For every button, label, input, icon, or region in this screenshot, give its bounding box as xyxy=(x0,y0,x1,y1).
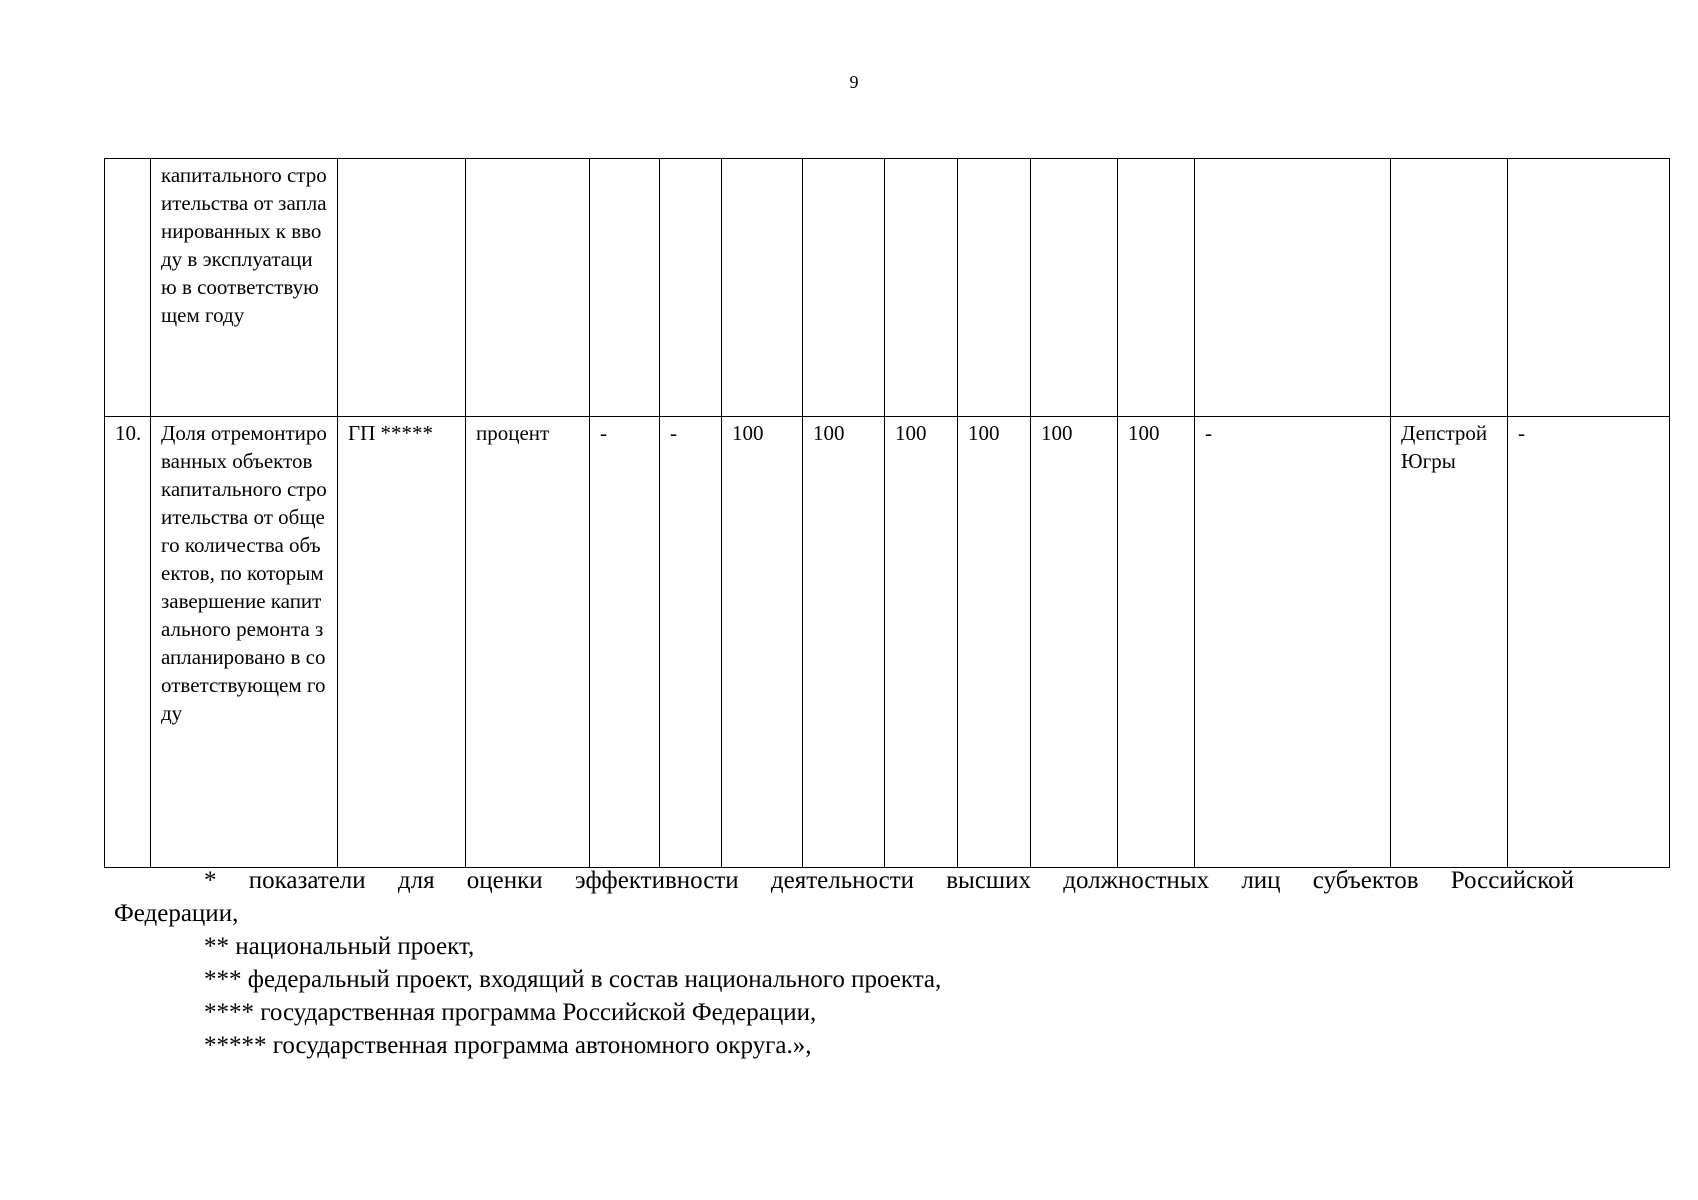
value-cell: - xyxy=(1195,417,1391,868)
value-cell xyxy=(722,159,803,417)
footnote-1-line-1: * показатели для оценки эффективности деятельности высших должностных лиц субъектов Российской xyxy=(204,867,1574,894)
unit-cell: процент xyxy=(466,417,590,868)
value-cell: 100 xyxy=(1118,417,1195,868)
value-cell: 100 xyxy=(722,417,803,868)
value-cell xyxy=(1031,159,1118,417)
page-number: 9 xyxy=(849,72,859,92)
source-cell xyxy=(338,159,466,417)
footnote-1 xyxy=(114,864,1574,897)
value-cell: 100 xyxy=(958,417,1031,868)
value-cell: 100 xyxy=(803,417,885,868)
responsible-cell xyxy=(1391,159,1508,417)
value-cell xyxy=(803,159,885,417)
row-number-cell xyxy=(105,159,151,417)
value-cell xyxy=(590,159,660,417)
value-cell xyxy=(660,159,722,417)
value-cell xyxy=(1508,159,1670,417)
footnotes xyxy=(114,864,1574,1062)
footnote-5: ***** государственная программа автономного округа.», xyxy=(204,1032,812,1059)
value-cell: - xyxy=(1508,417,1670,868)
row-number-cell: 10. xyxy=(105,417,151,868)
value-cell: - xyxy=(660,417,722,868)
footnote-4: **** государственная программа Российской Федерации, xyxy=(204,999,817,1026)
responsible-cell: Депстрой Югры xyxy=(1391,417,1508,868)
footnote-2: ** национальный проект, xyxy=(204,933,475,960)
footnote-1-line-2: Федерации, xyxy=(114,900,239,927)
indicators-table xyxy=(104,158,1670,868)
unit-cell xyxy=(466,159,590,417)
value-cell: - xyxy=(590,417,660,868)
source-cell: ГП ***** xyxy=(338,417,466,868)
table-row xyxy=(105,159,1670,417)
value-cell xyxy=(958,159,1031,417)
value-cell xyxy=(1118,159,1195,417)
footnote-3: *** федеральный проект, входящий в состав национального проекта, xyxy=(204,966,942,993)
indicator-name-cell: капитального строительства от запланированных к вводу в эксплуатацию в соответствующем году xyxy=(151,159,338,417)
value-cell xyxy=(885,159,958,417)
value-cell xyxy=(1195,159,1391,417)
indicator-name-cell: Доля отремонтированных объектов капитального строительства от общего количества объектов, по которым завершение капитального ремонта запланировано в соответствующем году xyxy=(151,417,338,868)
value-cell: 100 xyxy=(1031,417,1118,868)
table-row xyxy=(105,417,1670,868)
value-cell: 100 xyxy=(885,417,958,868)
